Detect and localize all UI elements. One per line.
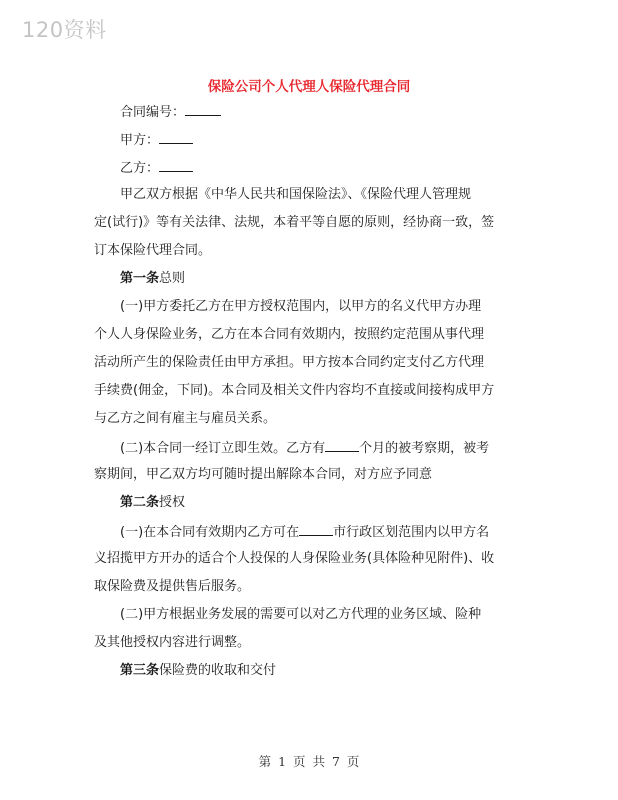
party-a-field — [120, 131, 193, 149]
article-2-label: 第二条 — [120, 495, 160, 510]
article-2-clause-1-line-3: 取保险费及提供售后服务。 — [94, 579, 251, 594]
article-2-clause-2-line-2: 及其他授权内容进行调整。 — [94, 635, 251, 650]
article-3-name: 保险费的收取和交付 — [159, 663, 277, 678]
contract-number-field — [120, 103, 221, 121]
article-3-heading — [120, 663, 276, 679]
article-1-clause-1-line-3: 活动所产生的保险责任由甲方承担。甲方按本合同约定支付乙方代理 — [94, 355, 485, 370]
party-b-field — [120, 159, 193, 177]
article-2-name: 授权 — [159, 495, 186, 510]
contract-number-blank — [185, 103, 221, 116]
clause-2-text-after-blank: 个月的被考察期，被考 — [359, 441, 490, 456]
article-1-name: 总则 — [159, 271, 186, 286]
article-2-clause-1-line-2: 义招揽甲方开办的适合个人投保的人身保险业务(具体险种见附件)、收 — [94, 551, 495, 566]
article-1-label: 第一条 — [120, 271, 160, 286]
intro-line-2: 定(试行)》等有关法律、法规，本着平等自愿的原则，经协商一致，签 — [94, 215, 495, 230]
city-blank — [299, 523, 333, 536]
article-2-text-after-blank: 市行政区划范围内以甲方名 — [333, 525, 490, 540]
party-b-label: 乙方： — [120, 161, 160, 176]
probation-months-blank — [325, 439, 359, 452]
party-b-blank — [159, 159, 193, 172]
article-1-clause-1-line-5: 与乙方之间有雇主与雇员关系。 — [94, 411, 277, 426]
article-2-clause-2-line-1: (二)甲方根据业务发展的需要可以对乙方代理的业务区域、险种 — [120, 607, 482, 622]
article-1-clause-2-line-1 — [120, 439, 489, 457]
article-1-clause-1-line-1: (一)甲方委托乙方在甲方授权范围内，以甲方的名义代甲方办理 — [120, 299, 482, 314]
article-2-heading — [120, 495, 185, 511]
page-number-footer: 第 1 页 共 7 页 — [258, 754, 360, 769]
article-3-label: 第三条 — [120, 663, 160, 678]
article-1-clause-1-line-4: 手续费(佣金，下同)。本合同及相关文件内容均不直接或间接构成甲方 — [94, 383, 495, 398]
intro-line-3: 订本保险代理合同。 — [94, 243, 212, 258]
contract-number-label: 合同编号： — [120, 105, 186, 120]
document-title: 保险公司个人代理人保险代理合同 — [207, 79, 411, 95]
intro-line-1: 甲乙双方根据《中华人民共和国保险法》、《保险代理人管理规 — [120, 187, 472, 202]
watermark: 120资料 — [22, 18, 107, 42]
party-a-blank — [159, 131, 193, 144]
article-1-clause-2-line-2: 察期间，甲乙双方均可随时提出解除本合同，对方应予同意 — [94, 467, 433, 482]
party-a-label: 甲方： — [120, 133, 160, 148]
clause-2-text-before-blank: (二)本合同一经订立即生效。乙方有 — [120, 441, 326, 456]
article-1-clause-1-line-2: 个人人身保险业务，乙方在本合同有效期内，按照约定范围从事代理 — [94, 327, 485, 342]
article-2-text-before-blank: (一)在本合同有效期内乙方可在 — [120, 525, 300, 540]
article-1-heading — [120, 271, 185, 287]
article-2-clause-1-line-1 — [120, 523, 489, 541]
